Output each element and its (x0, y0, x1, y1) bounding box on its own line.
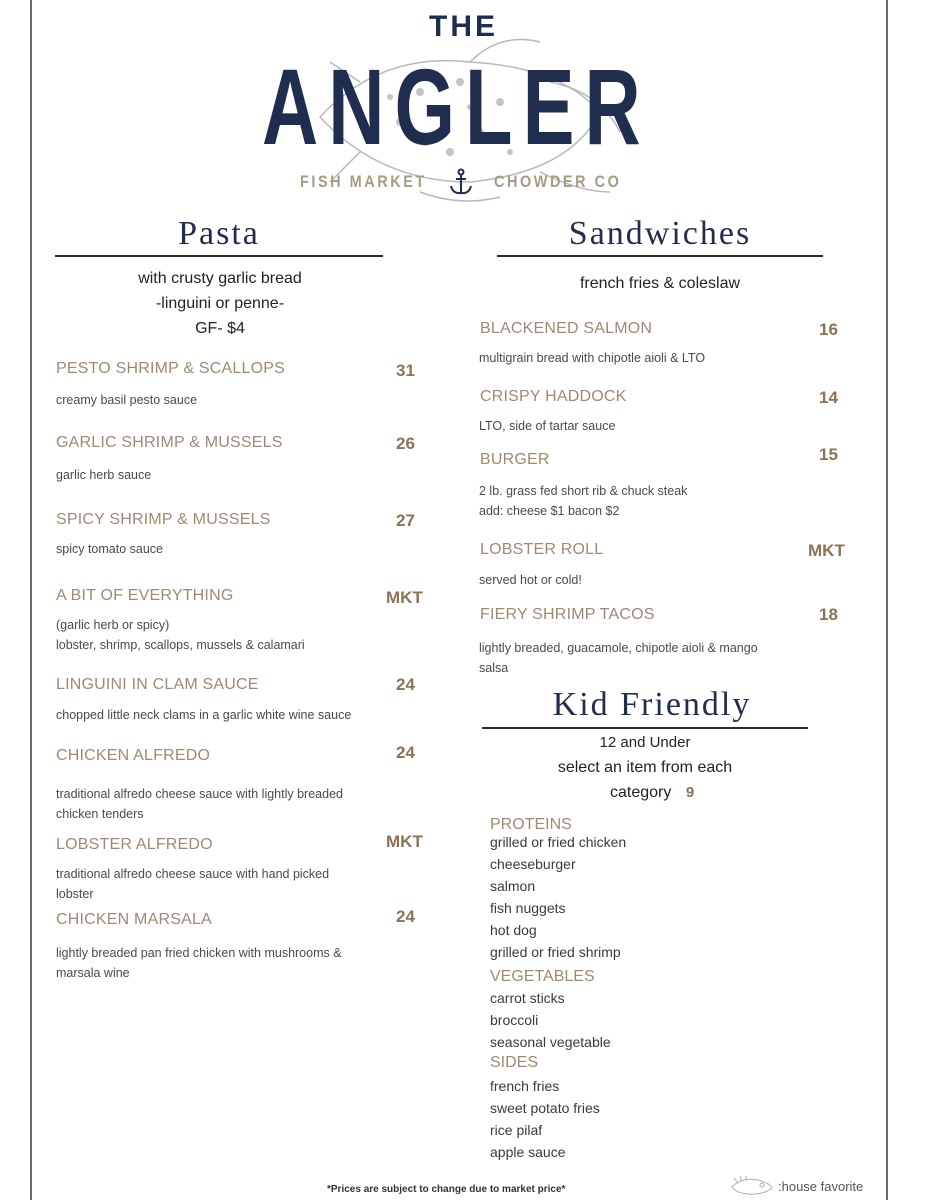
menu-item-description: creamy basil pesto sauce (56, 393, 198, 407)
menu-item-description: LTO, side of tartar sauce (479, 419, 616, 433)
menu-item-name: FIERY SHRIMP TACOS (480, 606, 655, 623)
menu-item-price: 24 (396, 743, 415, 762)
menu-item-description: 2 lb. grass fed short rib & chuck steak (479, 484, 688, 498)
kids-category-sides: SIDES (490, 1054, 539, 1071)
menu-item-price: 18 (819, 605, 838, 624)
sandwiches-rule (497, 255, 823, 257)
menu-item-description: multigrain bread with chipotle aioli & LTO (479, 351, 706, 365)
menu-item-name: CHICKEN MARSALA (56, 911, 212, 928)
kids-category-label: category (610, 784, 672, 801)
page-border-right (886, 0, 888, 1200)
kids-list-item: salmon (490, 878, 536, 894)
menu-item-description: spicy tomato sauce (56, 542, 163, 556)
menu-item-description: lightly breaded, guacamole, chipotle aioli & mango (479, 641, 758, 655)
menu-item-name: A BIT OF EVERYTHING (56, 587, 234, 604)
kids-category-vegetables: VEGETABLES (490, 968, 595, 985)
menu-item-price: 24 (396, 675, 415, 694)
menu-item-price: MKT (386, 588, 423, 607)
menu-item-price: MKT (386, 832, 423, 851)
kids-list-item: grilled or fried chicken (490, 834, 627, 850)
menu-item-description: garlic herb sauce (56, 468, 152, 482)
menu-item-name: BURGER (480, 451, 550, 468)
logo-sub-left: FISH MARKET (300, 172, 427, 191)
menu-item-price: 15 (819, 445, 838, 464)
menu-item-name: BLACKENED SALMON (480, 320, 653, 337)
menu-item-price: 14 (819, 388, 838, 407)
pasta-subtitle-1: with crusty garlic bread (138, 270, 302, 287)
kids-title: Kid Friendly (552, 686, 752, 723)
kids-line-3 (610, 784, 694, 802)
kids-line-1: 12 and Under (599, 734, 691, 751)
pasta-title: Pasta (178, 215, 260, 252)
menu-item-price: 24 (396, 907, 415, 926)
menu-item-name: LINGUINI IN CLAM SAUCE (56, 676, 259, 693)
kids-list-item: hot dog (490, 922, 537, 938)
menu-item-description: marsala wine (56, 965, 130, 980)
menu-item-price: 26 (396, 434, 415, 453)
menu-item-description: add: cheese $1 bacon $2 (479, 503, 620, 518)
menu-item-price: 16 (819, 320, 838, 339)
menu-item-description: (garlic herb or spicy) (56, 618, 170, 632)
kids-list-item: carrot sticks (490, 990, 565, 1006)
menu-item-name: LOBSTER ALFREDO (56, 836, 213, 853)
menu-item-price: MKT (808, 541, 845, 560)
anchor-icon (448, 168, 474, 196)
pasta-rule (55, 255, 383, 257)
kids-list-item: sweet potato fries (490, 1100, 600, 1116)
menu-item-name: PESTO SHRIMP & SCALLOPS (56, 360, 285, 377)
pasta-subtitle-2: -linguini or penne- (155, 295, 285, 312)
logo-the: THE (429, 10, 498, 43)
menu-item-description: chicken tenders (56, 806, 144, 821)
menu-item-name: LOBSTER ROLL (480, 541, 604, 558)
page-border-left (30, 0, 32, 1200)
sandwiches-title: Sandwiches (568, 215, 752, 252)
kids-category-proteins: PROTEINS (490, 816, 572, 833)
kids-list-item: broccoli (490, 1012, 539, 1028)
kids-line-2: select an item from each (557, 759, 733, 776)
kids-list-item: grilled or fried shrimp (490, 944, 621, 960)
kids-list-item: fish nuggets (490, 900, 566, 916)
kids-price: 9 (685, 784, 695, 801)
menu-item-description: lobster (56, 886, 94, 901)
kids-list-item: cheeseburger (490, 856, 576, 872)
kids-list-item: french fries (490, 1078, 560, 1094)
menu-item-name: CRISPY HADDOCK (480, 388, 627, 405)
sandwiches-subtitle: french fries & coleslaw (579, 275, 741, 292)
kids-list-item: apple sauce (490, 1144, 566, 1160)
kids-list-item: seasonal vegetable (490, 1034, 611, 1050)
house-favorite-fish-icon (728, 1175, 776, 1197)
logo-sub-right: CHOWDER CO (494, 172, 622, 191)
house-favorite-legend: :house favorite (778, 1179, 864, 1194)
menu-item-description: salsa (479, 660, 509, 675)
pasta-subtitle-3: GF- $4 (195, 320, 245, 337)
menu-item-name: GARLIC SHRIMP & MUSSELS (56, 434, 283, 451)
kids-list-item: rice pilaf (490, 1122, 543, 1138)
menu-item-description: traditional alfredo cheese sauce with lightly breaded (56, 787, 343, 801)
price-disclaimer: *Prices are subject to change due to market price* (327, 1184, 566, 1195)
kids-rule (482, 727, 808, 729)
menu-item-price: 27 (396, 511, 415, 530)
menu-item-description: traditional alfredo cheese sauce with hand picked (56, 867, 330, 881)
menu-item-price: 31 (396, 361, 415, 380)
menu-item-description: lightly breaded pan fried chicken with mushrooms & (56, 946, 342, 960)
logo-angler: ANGLER (262, 46, 651, 167)
menu-item-description: served hot or cold! (479, 573, 582, 587)
menu-item-name: CHICKEN ALFREDO (56, 747, 211, 764)
menu-item-description: chopped little neck clams in a garlic white wine sauce (56, 708, 352, 722)
menu-item-description: lobster, shrimp, scallops, mussels & calamari (56, 637, 305, 652)
menu-item-name: SPICY SHRIMP & MUSSELS (56, 511, 271, 528)
